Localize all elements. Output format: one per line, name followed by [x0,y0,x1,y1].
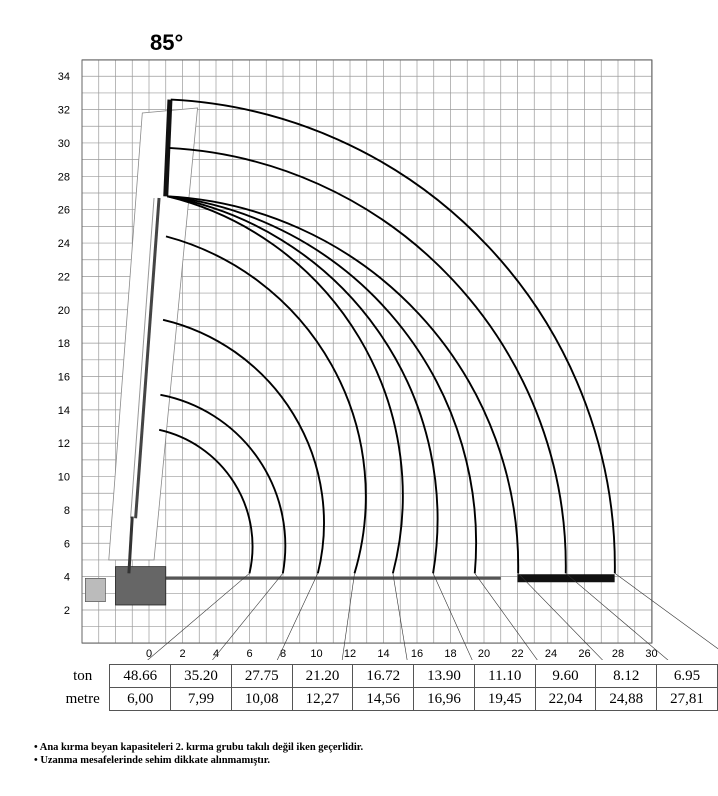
crane-base [116,567,166,605]
y-tick-label: 28 [57,171,70,184]
leader-line [615,573,718,660]
load-arc [159,430,252,573]
ton-cell: 48.66 [110,665,171,688]
y-axis-ticks [58,71,70,617]
x-tick-label: 14 [377,648,390,660]
metre-row [56,688,718,711]
x-tick-label: 22 [511,648,524,660]
y-tick-label: 14 [57,404,70,417]
crane-column [85,578,105,601]
x-tick-label: 6 [246,648,253,660]
leader-line [275,573,317,660]
y-tick-label: 34 [57,71,70,84]
ton-cell: 8.12 [596,665,657,688]
load-arc [167,196,437,573]
metre-cell: 7,99 [171,688,232,711]
metre-cell: 12,27 [292,688,353,711]
capacity-table [56,664,718,711]
metre-cell: 6,00 [110,688,171,711]
metre-cell: 27,81 [657,688,718,711]
x-tick-label: 4 [212,648,220,660]
load-arc [167,196,476,573]
leader-lines [143,573,718,660]
y-tick-label: 20 [57,304,70,317]
metre-label: metre [65,690,100,707]
x-tick-label: 24 [544,648,558,660]
y-tick-label: 12 [57,438,70,451]
ton-cell: 35.20 [171,665,232,688]
leader-line [209,573,283,660]
footnotes [34,741,363,767]
leader-line [518,573,606,660]
leader-line [433,573,474,660]
load-arc [169,148,566,573]
load-arc [167,196,402,573]
x-tick-label: 30 [645,648,658,660]
boom-envelope [109,108,198,560]
x-axis-ticks [146,648,658,660]
y-tick-label: 10 [57,471,70,484]
metre-cell: 14,56 [353,688,414,711]
x-tick-label: 12 [343,648,357,660]
load-arc [171,100,615,574]
y-tick-label: 18 [57,338,70,351]
leader-line [566,573,673,660]
leader-line [475,573,540,660]
footnote-1: • Ana kırma beyan kapasiteleri 2. kırma grubu takılı değil iken geçerlidir. [34,742,364,753]
ton-cell: 9.60 [535,665,596,688]
x-tick-label: 28 [611,648,625,660]
load-arc [167,196,518,573]
x-tick-label: 26 [578,648,591,660]
x-tick-label: 10 [310,648,323,660]
metre-cell: 10,08 [231,688,292,711]
ton-cell: 21.20 [292,665,353,688]
load-arcs [159,100,615,574]
ton-cell: 13.90 [414,665,475,688]
y-tick-label: 30 [57,137,70,150]
metre-cell: 22,04 [535,688,596,711]
y-tick-label: 22 [57,271,70,284]
y-tick-label: 24 [57,238,70,251]
y-tick-label: 26 [57,204,70,217]
ton-cell: 6.95 [657,665,718,688]
ton-label: ton [73,667,93,684]
y-tick-label: 2 [63,605,70,617]
x-tick-label: 2 [179,648,186,660]
metre-cell: 24,88 [596,688,657,711]
ton-cell: 11.10 [474,665,535,688]
ton-cell: 27.75 [231,665,292,688]
ton-cell: 16.72 [353,665,414,688]
x-tick-label: 0 [145,648,153,660]
y-tick-label: 6 [63,538,70,551]
ton-row [56,665,718,688]
metre-cell: 16,96 [414,688,475,711]
chart-title: 85° [150,30,184,55]
metre-cell: 19,45 [474,688,535,711]
x-tick-label: 20 [477,648,491,660]
y-tick-label: 8 [63,504,70,517]
leader-line [342,573,355,660]
y-tick-label: 4 [63,571,70,584]
y-tick-label: 16 [57,371,70,384]
x-tick-label: 8 [279,648,287,660]
footnote-2: • Uzanma mesafelerinde sehim dikkate alınmamıştır. [34,755,271,766]
x-tick-label: 18 [444,648,457,660]
x-tick-label: 16 [410,648,424,660]
y-tick-label: 32 [57,104,70,117]
